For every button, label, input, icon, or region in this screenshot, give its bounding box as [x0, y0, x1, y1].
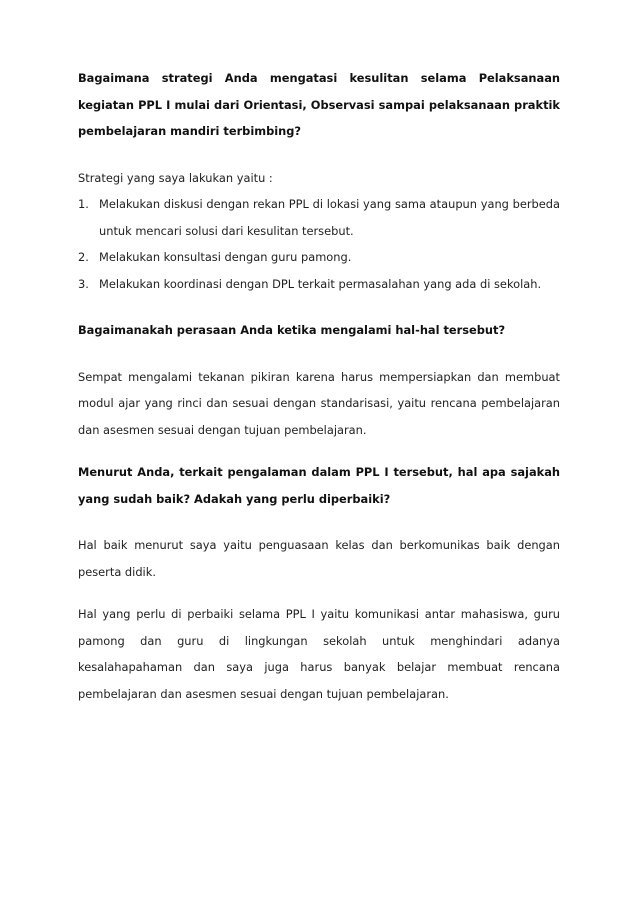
list-item: [78, 271, 560, 298]
list-text: Melakukan diskusi dengan rekan PPL di lokasi yang sama ataupun yang berbeda untuk mencari solusi dari kesulitan tersebut.: [99, 197, 560, 238]
list-number: 3.: [78, 276, 89, 291]
question-evaluation: Menurut Anda, terkait pengalaman dalam PPL I tersebut, hal apa sajakah yang sudah baik? Adakah yang perlu diperbaiki?: [78, 465, 560, 506]
list-number: 1.: [78, 197, 89, 211]
answer-good-points: Hal baik menurut saya yaitu penguasaan kelas dan berkomunikas baik dengan peserta didik.: [78, 538, 560, 579]
answer-feelings: Sempat mengalami tekanan pikiran karena harus mempersiapkan dan membuat modul ajar yang rinci dan sesuai dengan standarisasi, yaitu rencana pembelajaran dan asesmen sesuai dengan tujuan pembelajaran.: [78, 369, 560, 437]
question-feelings: Bagaimanakah perasaan Anda ketika mengalami hal-hal tersebut?: [78, 323, 506, 337]
answer-improvements: Hal yang perlu di perbaiki selama PPL I yaitu komunikasi antar mahasiswa, guru pamong dan guru di lingkungan sekolah untuk menghindari adanya kesalahapahaman dan saya juga harus banyak belajar membuat rencana pembelajaran dan asesmen sesuai dengan tujuan pembelajaran.: [78, 607, 560, 701]
list-number: 2.: [78, 250, 89, 264]
strategy-list: [78, 191, 560, 297]
list-text: Melakukan konsultasi dengan guru pamong.: [99, 250, 352, 264]
list-text: Melakukan koordinasi dengan DPL terkait permasalahan yang ada di sekolah.: [99, 276, 542, 291]
list-item: [78, 244, 560, 271]
document-page: [78, 65, 560, 707]
list-item: [78, 191, 560, 244]
strategy-intro: Strategi yang saya lakukan yaitu :: [78, 170, 273, 185]
question-strategy: Bagaimana strategi Anda mengatasi kesulitan selama Pelaksanaan kegiatan PPL I mulai dari Orientasi, Observasi sampai pelaksanaan praktik pembelajaran mandiri terbimbing?: [78, 71, 560, 138]
